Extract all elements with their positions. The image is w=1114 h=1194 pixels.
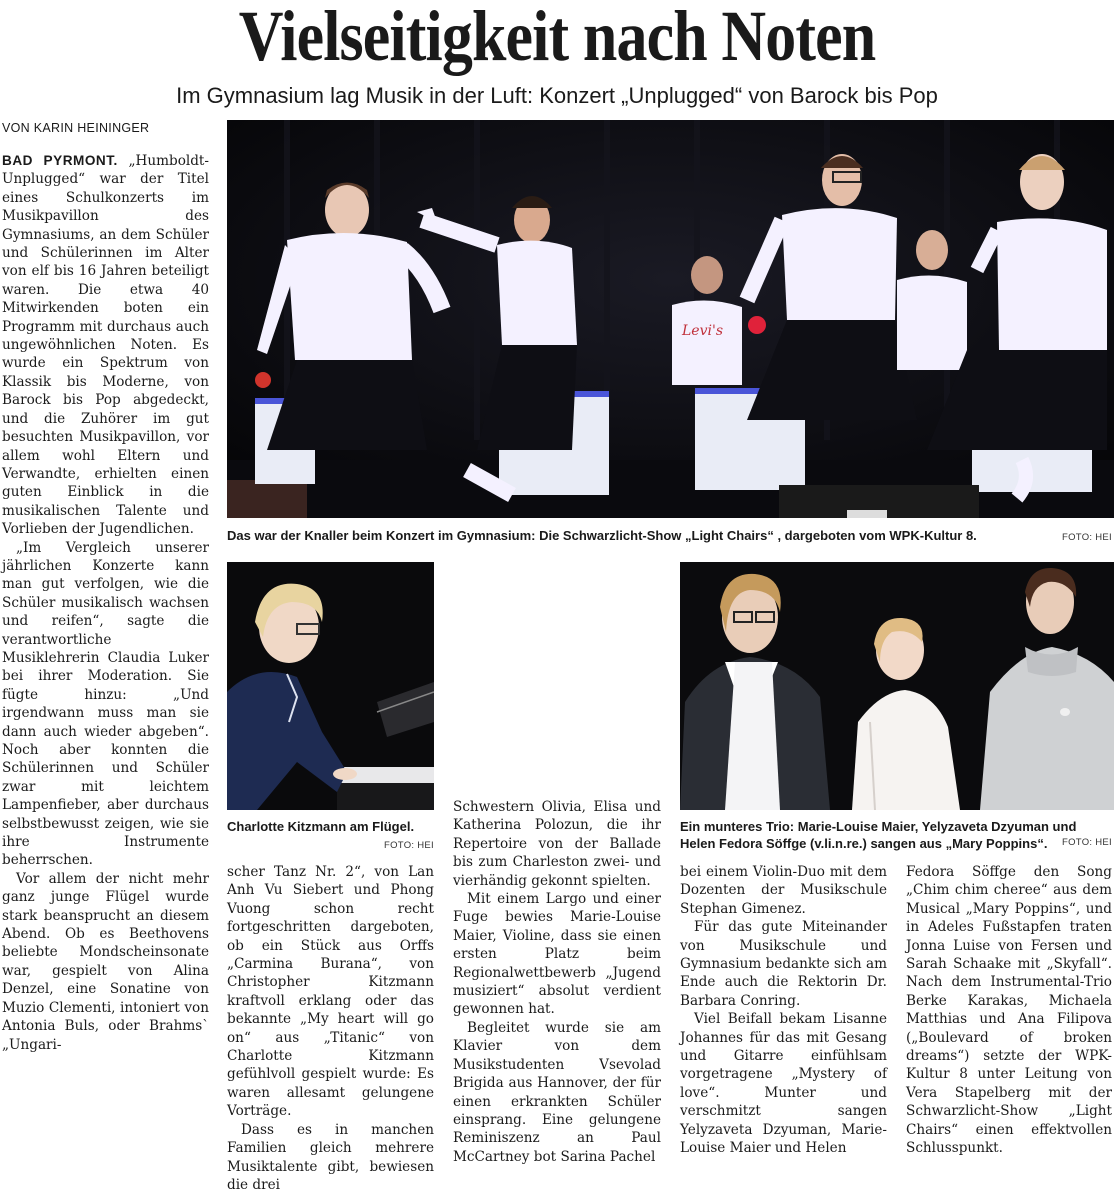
article-paragraph: Schwestern Olivia, Elisa und Katherina Polozun, die ihr Repertoire von der Ballade bis zum Charleston zwei- und vierhändig gekonnt spielten. (453, 799, 661, 889)
article-paragraph: Fedora Söffge den Song „Chim chim cheree“ aus dem Musical „Mary Poppins“, und in Adeles Fußstapfen traten Jonna Luise von Fersen und Sarah Schaake mit „Skyfall“. Nach dem Instrumental-Trio Berke Karakas, Michaela Matthias und Ana Filipova („Boulevard of broken dreams“) setzte der WPK-Kultur 8 unter Leitung von Vera Stapelberg mit der Schwarzlicht-Show „Light Chairs“ einen effektvollen Schlusspunkt. (906, 864, 1112, 1157)
caption-trio-photo: Ein munteres Trio: Marie-Louise Maier, Yelyzaveta Dzyuman und Helen Fedora Söffge (v.li.n.re.) sangen aus „Mary Poppins“. FOTO: HEI (680, 819, 1112, 851)
dateline: BAD PYRMONT. (2, 153, 118, 168)
article-column-2 (227, 863, 434, 1194)
svg-text:Levi's: Levi's (682, 323, 724, 339)
article-column-1 (2, 152, 209, 1054)
article-column-4 (680, 863, 887, 1158)
article-paragraph: Dass es in manchen Familien gleich mehrere Musiktalente gibt, bewiesen die drei (227, 1121, 434, 1193)
author-byline: VON KARIN HEININGER (2, 121, 150, 135)
photo-credit: FOTO: HEI (383, 840, 434, 851)
headline: Vielseitigkeit nach Noten (238, 0, 876, 76)
photo-light-chairs-show (227, 120, 1114, 518)
photo-credit: FOTO: HEI (1061, 532, 1112, 543)
caption-piano-photo: Charlotte Kitzmann am Flügel. FOTO: HEI (227, 818, 434, 854)
article-paragraph: Begleitet wurde sie am Klavier von dem Musikstudenten Vsevolad Brigida aus Hannover, der für einen erkrankten Schüler einsprang. Eine gelungene Reminiszenz an Paul McCartney bot Sarina Pachel (453, 1019, 661, 1165)
subheadline: Im Gymnasium lag Musik in der Luft: Konzert „Unplugged“ von Barock bis Pop (176, 83, 938, 108)
photo-credit: FOTO: HEI (1061, 837, 1112, 848)
article-paragraph: Mit einem Largo und einer Fuge bewies Marie-Louise Maier, Violine, dass sie einen ersten Platz beim Regionalwettbewerb „Jugend musiziert“ absolut verdient gewonnen hat. (453, 891, 661, 1018)
article-paragraph: BAD PYRMONT. „Humboldt-Unplugged“ war der Titel eines Schulkonzerts im Musikpavillon des Gymnasiums, an dem Schüler und Schülerinnen im Alter von elf bis 16 Jahren beteiligt waren. Die etwa 40 Mitwirkenden boten ein Programm mit durchaus auch ungewöhnlichen Noten. Es wurde ein Spektrum von Klassik bis Moderne, von Barock bis Pop abgedeckt, und die Zuhörer im gut besuchten Musikpavillon, vor allem wohl Eltern und Verwandte, erhielten einen guten Einblick in die musikalischen Talente und Vorlieben der Jugendlichen. (2, 153, 209, 538)
article-column-3 (453, 798, 661, 1166)
article-paragraph: scher Tanz Nr. 2“, von Lan Anh Vu Siebert und Phong Vuong schon recht fortgeschritten dargeboten, ob ein Stück aus Orffs „Carmina Burana“, von Christopher Kitzmann kraftvoll erklang oder das bekannte „My heart will go on“ aus „Titanic“ von Charlotte Kitzmann gefühlvoll gespielt wurde: Es waren allesamt gelungene Vorträge. (227, 864, 434, 1120)
article-paragraph: Für das gute Miteinander von Musikschule und Gymnasium bedankte sich am Ende auch die Rektorin Dr. Barbara Conring. (680, 919, 887, 1009)
photo-singing-trio (680, 562, 1114, 810)
article-paragraph: „Im Vergleich unserer jährlichen Konzerte kann man gut verfolgen, wie die Schüler musikalisch wachsen und reifen“, sagte die verantwortliche Musiklehrerin Claudia Luker bei ihrer Moderation. Sie fügte hinzu: „Und irgendwann muss man sie dann auch wieder abgeben“. Noch aber konnten die Schülerinnen und Schüler zwar mit leichtem Lampenfieber, aber durchaus selbstbewusst zeigen, wie sie ihre Instrumente beherrschen. (2, 539, 209, 869)
article-paragraph: bei einem Violin-Duo mit dem Dozenten der Musikschule Stephan Gimenez. (680, 864, 887, 917)
article-paragraph: Viel Beifall bekam Lisanne Johannes für das mit Gesang und Gitarre einfühlsam vorgetragene „Mystery of love“. Munter und verschmitzt sangen Yelyzaveta Dzyuman, Marie-Louise Maier und Helen (680, 1011, 887, 1157)
photo-piano-player (227, 562, 434, 810)
article-column-5 (906, 863, 1112, 1158)
caption-main-photo: Das war der Knaller beim Konzert im Gymnasium: Die Schwarzlicht-Show „Light Chairs“ , dargeboten vom WPK-Kultur 8. FOTO: HEI (227, 527, 1114, 544)
article-paragraph: Vor allem der nicht mehr ganz junge Flügel wurde stark beansprucht an diesem Abend. Ob es Beethovens beliebte Mondscheinsonate war, gespielt von Alina Denzel, eine Sonatine von Muzio Clementi, intoniert von Antonia Buls, oder Brahms` „Ungari- (2, 870, 209, 1053)
